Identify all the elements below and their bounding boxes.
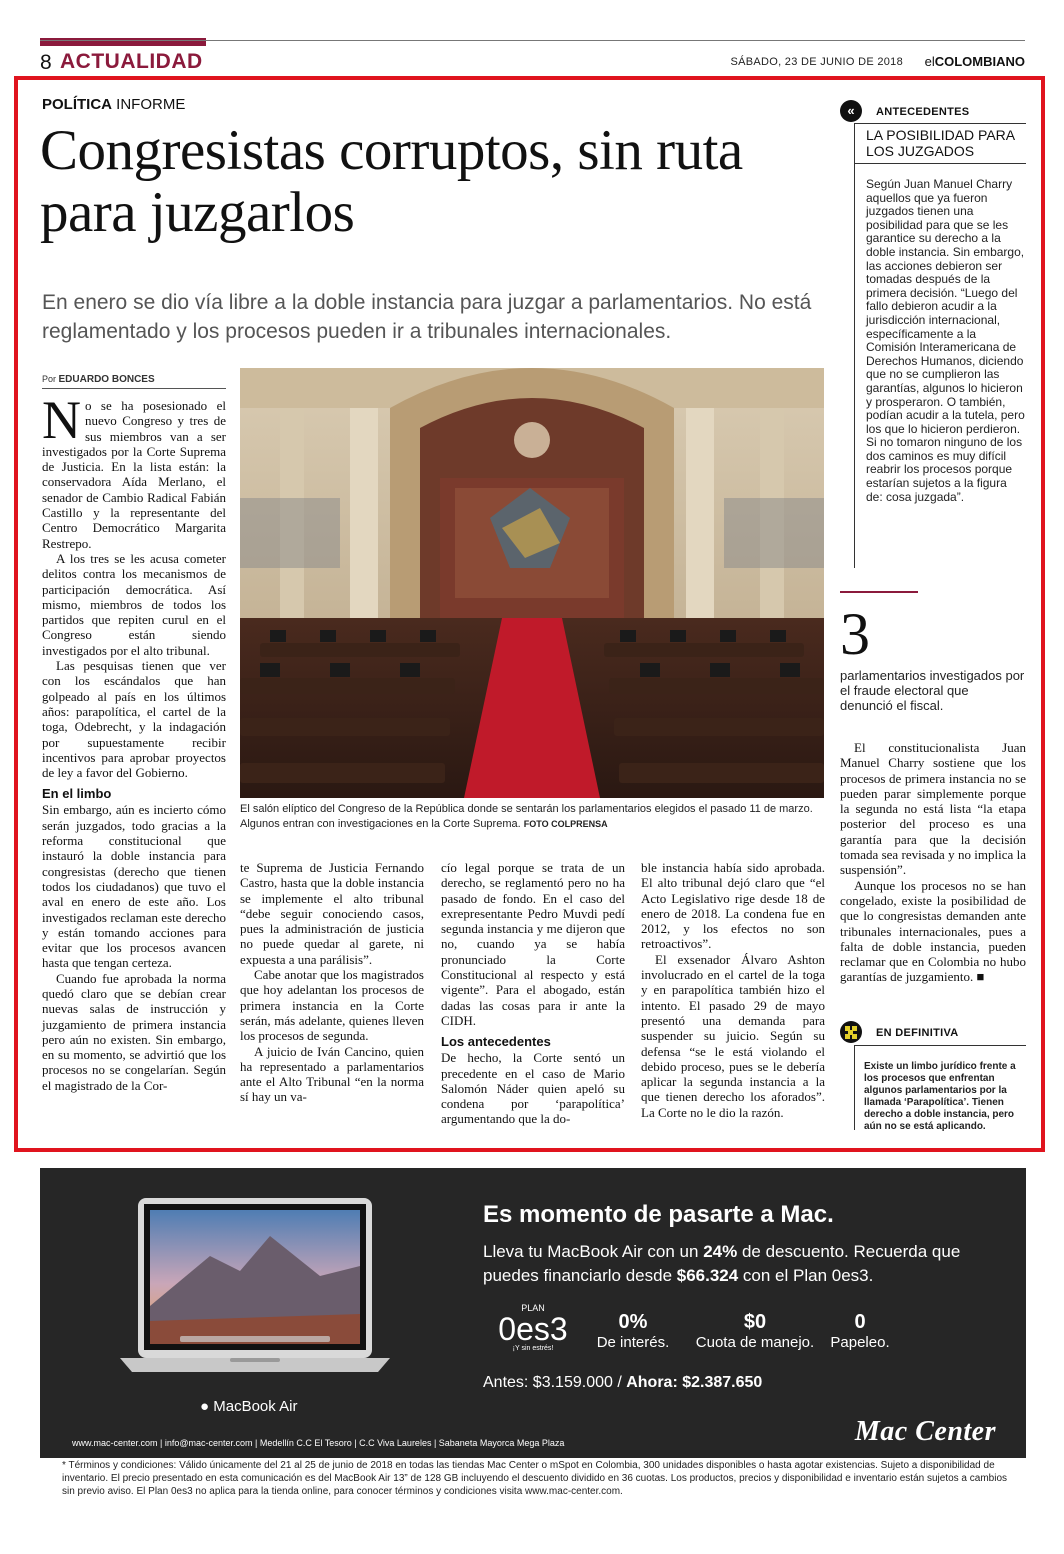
paragraph: Cabe anotar que los magistrados que hoy adelantan los procesos de primera instancia en la Corte serán, más adelante, quienes lleven los procesos de segunda.	[240, 967, 424, 1044]
plan-top: PLAN	[521, 1303, 545, 1313]
newspaper-title: COLOMBIANO	[934, 54, 1025, 69]
mac-center-ad[interactable]	[40, 1168, 1026, 1458]
definitiva-text: Existe un limbo jurídico frente a los procesos que enfrentan algunos parlamentarios por la llamada ‘Parapolítica’. Tienen derecho a doble instancia, pero aún no se está aplicando.	[864, 1061, 1016, 1132]
newspaper-name	[925, 54, 1025, 69]
article-kicker	[42, 96, 185, 113]
stat-description: parlamentarios investigados por el fraude electoral que denunció el fiscal.	[840, 668, 1025, 713]
laptop-image	[120, 1196, 390, 1380]
mac-center-logo: Mac Center	[854, 1416, 996, 1447]
ad-contact[interactable]: www.mac-center.com | info@mac-center.com | Medellín C.C El Tesoro | C.C Viva Laureles | Sabaneta Mayorca Mega Plaza	[72, 1438, 565, 1448]
paragraph: El exsenador Álvaro Ashton involucrado en el cartel de la toga y en parapolítica también hizo el intento. El pasado 29 de mayo presentó una demanda para suspender su juicio. Según su defensa “se le está violando el debido proceso, pues se le debería aplicar la segunda instancia a la que tienen derecho los aforados”. La Corte no le dio la razón.	[641, 951, 825, 1120]
byline-rule	[42, 388, 226, 389]
double-chevron-left-icon: «	[840, 100, 862, 122]
apple-logo-icon: ●	[200, 1398, 210, 1415]
paragraph: te Suprema de Justicia Fernando Castro, hasta que la doble instancia se implemente el alto tribunal “debe seguir conociendo casos, pues la administración de justicia no puede quedar al garete, ni expuesta a una parálisis”.	[240, 860, 424, 967]
edition-date: SÁBADO, 23 DE JUNIO DE 2018	[730, 56, 903, 68]
newspaper-prefix: el	[924, 54, 935, 69]
sidebar-label: ANTECEDENTES	[876, 106, 970, 118]
paragraph: A juicio de Iván Cancino, quien ha representado a parlamentarios ante el Alto Tribunal “en la norma sí hay un va-	[240, 1043, 424, 1105]
paragraph: Las pesquisas tienen que ver con los escándalos que han golpeado al país en los últimos años: parapolítica, el cartel de la toga, Odebrecht, y la indagación por supuestamente recibir incentivos para aprobar proyectos de ley a favor del Gobierno.	[42, 658, 226, 781]
ad-title: Es momento de pasarte a Mac.	[483, 1201, 834, 1228]
paragraph: El constitucionalista Juan Manuel Charry sostiene que los procesos de primera instancia no se pueden parar simplemente porque la segunda no está lista “la etapa posterior del proceso es una garantía para que la decisión tomada sea revisada y no implica la suspensión”.	[840, 740, 1026, 878]
article-column-4	[641, 860, 825, 1120]
ad-body: Lleva tu MacBook Air con un 24% de descuento. Recuerda que puedes financiarlo desde $66.324 con el Plan 0es3.	[483, 1242, 961, 1285]
plan-logo	[483, 1303, 583, 1352]
byline	[42, 374, 155, 385]
price-before: Antes: $3.159.000 /	[483, 1374, 627, 1391]
paragraph: Cuando fue aprobada la norma quedó claro que se debían crear nuevas salas de instrucción y juzgamiento de primera instancia pero aún no existen. Sin embargo, en su momento, se advirtió que los procesos no se congelarían. Según el magistrado de la Cor-	[42, 970, 226, 1093]
ad-discount: 24%	[703, 1242, 738, 1261]
feature-value: $0	[743, 1311, 767, 1333]
congress-photo	[240, 368, 824, 798]
subhead: En el limbo	[42, 786, 112, 802]
feature-value: 0	[854, 1311, 866, 1333]
ad-feature	[690, 1311, 820, 1351]
ad-model-name: MacBook Air	[213, 1398, 298, 1415]
byline-author: EDUARDO BONCES	[58, 374, 155, 385]
page-number: 8	[40, 51, 52, 74]
byline-prefix: Por	[42, 374, 59, 384]
paragraph: cío legal porque se trata de un derecho, se reglamentó pero no ha pasado de fondo. En el caso del exrepresentante Pedro Muvdi pedí segunda instancia y me dijeron que no, cuando ya se había pronunciado la Corte Constitucional al respecto y está vigente”. Para el abogado, están dadas las cosas para ir ante la CIDH.	[441, 860, 625, 1028]
sidebar-subtitle: LA POSIBILIDAD PARA LOS JUZGADOS	[866, 127, 1015, 159]
plan-name: 0es3	[498, 1311, 568, 1347]
kicker-section: POLÍTICA	[42, 96, 112, 113]
photo-caption	[240, 802, 824, 832]
drop-cap: N	[42, 390, 81, 450]
sidebar-text: Según Juan Manuel Charry aquellos que ya fueron juzgados tienen una posibilidad para que se les garantice su derecho a la doble instancia. Sin embargo, las acciones debieron ser tomadas después de la primera decisión. “Luego del fallo debieron acudir a la jurisdicción internacional, específicamente a la Comisión Interamericana de Derechos Humanos, diciendo que no se cumplieron las garantías, algunos lo hicieron y prosperaron. O también, podían acudir a la tutela, pero los que lo hicieron perdieron. Si no tomaron ninguno de los dos caminos es muy difícil reabrir los procesos porque estarían sujetos a la figura de: cosa juzgada”.	[866, 177, 1025, 504]
sidebar-rule	[854, 123, 1026, 124]
paragraph: A los tres se les acusa cometer delitos contra los mecanismos de participación democrática. Así mismo, miembros de todos los partidos que repiten curul en el Congreso están siendo investigados por el alto tribunal.	[42, 550, 226, 658]
ad-model	[200, 1398, 297, 1415]
paragraph: ble instancia había sido aprobada. El alto tribunal dejó claro que “el Acto Legislativo rige desde 18 de enero de 2018. La condena fue en 2012, y los efectos no son retroactivos”.	[641, 860, 825, 952]
section-title: ACTUALIDAD	[60, 50, 203, 73]
article-column-2	[240, 860, 424, 1105]
feature-label: De interés.	[596, 1334, 670, 1351]
ad-installment: $66.324	[676, 1266, 739, 1285]
stat-color-bar	[840, 591, 918, 593]
plan-tagline: ¡Y sin estrés!	[512, 1345, 554, 1352]
summary-icon	[840, 1021, 862, 1043]
article-column-5	[840, 740, 1026, 985]
sidebar-rule	[854, 163, 1026, 164]
article-deck: En enero se dio vía libre a la doble instancia para juzgar a parlamentarios. No está reglamentado y los procesos pueden ir a tribunales internacionales.	[42, 291, 812, 344]
paragraph: Aunque los procesos no se han congelado, existe la posibilidad de que lo congresistas demanden ante tribunales internacionales, pues a falta de doble instancia, pueden reclamar que en Colombia no hubo garantías de juzgamiento. ■	[840, 877, 1026, 985]
paragraph: Sin embargo, aún es incierto cómo serán juzgados, todo gracias a la reforma constitucional que instauró la doble instancia para congresistas (derecho que tienen todos los ciudadanos) que tuvo el aval en enero de este año. Los investigados reclaman este derecho y están tomando acciones para evitar que los procesos avancen hasta que tengan certeza.	[42, 802, 226, 971]
subhead: Los antecedentes	[441, 1034, 551, 1050]
ad-price	[483, 1374, 762, 1392]
page-header	[40, 50, 1025, 74]
photo-credit: FOTO COLPRENSA	[523, 819, 608, 829]
definitiva-label: EN DEFINITIVA	[876, 1027, 959, 1039]
definitiva-vertical-rule	[854, 1045, 855, 1130]
article-column-3	[441, 860, 625, 1127]
article-column-1	[42, 390, 226, 1093]
feature-label: Papeleo.	[830, 1334, 890, 1351]
header-rule	[40, 40, 1025, 41]
article-headline: Congresistas corruptos, sin ruta para juzgarlos	[40, 119, 743, 244]
feature-label: Cuota de manejo.	[695, 1334, 815, 1351]
feature-value: 0%	[618, 1311, 648, 1333]
ad-feature	[596, 1311, 670, 1351]
paragraph: De hecho, la Corte sentó un precedente en el caso de Mario Salomón Náder quien apeló su condena por ‘parapolítica’ argumentando que la do-	[441, 1050, 625, 1127]
ad-terms: * Términos y condiciones: Válido únicamente del 21 al 25 de junio de 2018 en todas las tiendas Mac Center o mSpot en Colombia, 300 unidades disponibles o hasta agotar existencias. Sujeto a disponibilidad de inventario. El precio presentado en esta comunicación es del MacBook Air 13” de 128 GB incluyendo el descuento dividido en 36 cuotas. Los productos, precios y disponibilidad e inventario están sujetos a cambios sin previo aviso. El Plan 0es3 no aplica para la tienda online, para conocer términos y condiciones visita www.mac-center.com.	[62, 1460, 1008, 1497]
paragraph: No se ha posesionado el nuevo Congreso y tres de sus miembros van a ser investigados por la Corte Suprema de Justicia. En la lista están: la conservadora Aída Merlano, el senador de Cambio Radical Fabián Castillo y la representante del Centro Democrático Margarita Restrepo.	[42, 390, 226, 551]
ad-feature	[828, 1311, 892, 1351]
definitiva-rule	[854, 1045, 1026, 1046]
stat-number: 3	[840, 601, 870, 667]
caption-text: El salón elíptico del Congreso de la República donde se sentarán los parlamentarios elegidos el pasado 11 de marzo. Algunos entran con investigaciones en la Corte Suprema.	[240, 803, 813, 830]
kicker-type: INFORME	[112, 96, 186, 113]
price-now: Ahora: $2.387.650	[626, 1374, 763, 1391]
sidebar-vertical-rule	[854, 123, 855, 568]
